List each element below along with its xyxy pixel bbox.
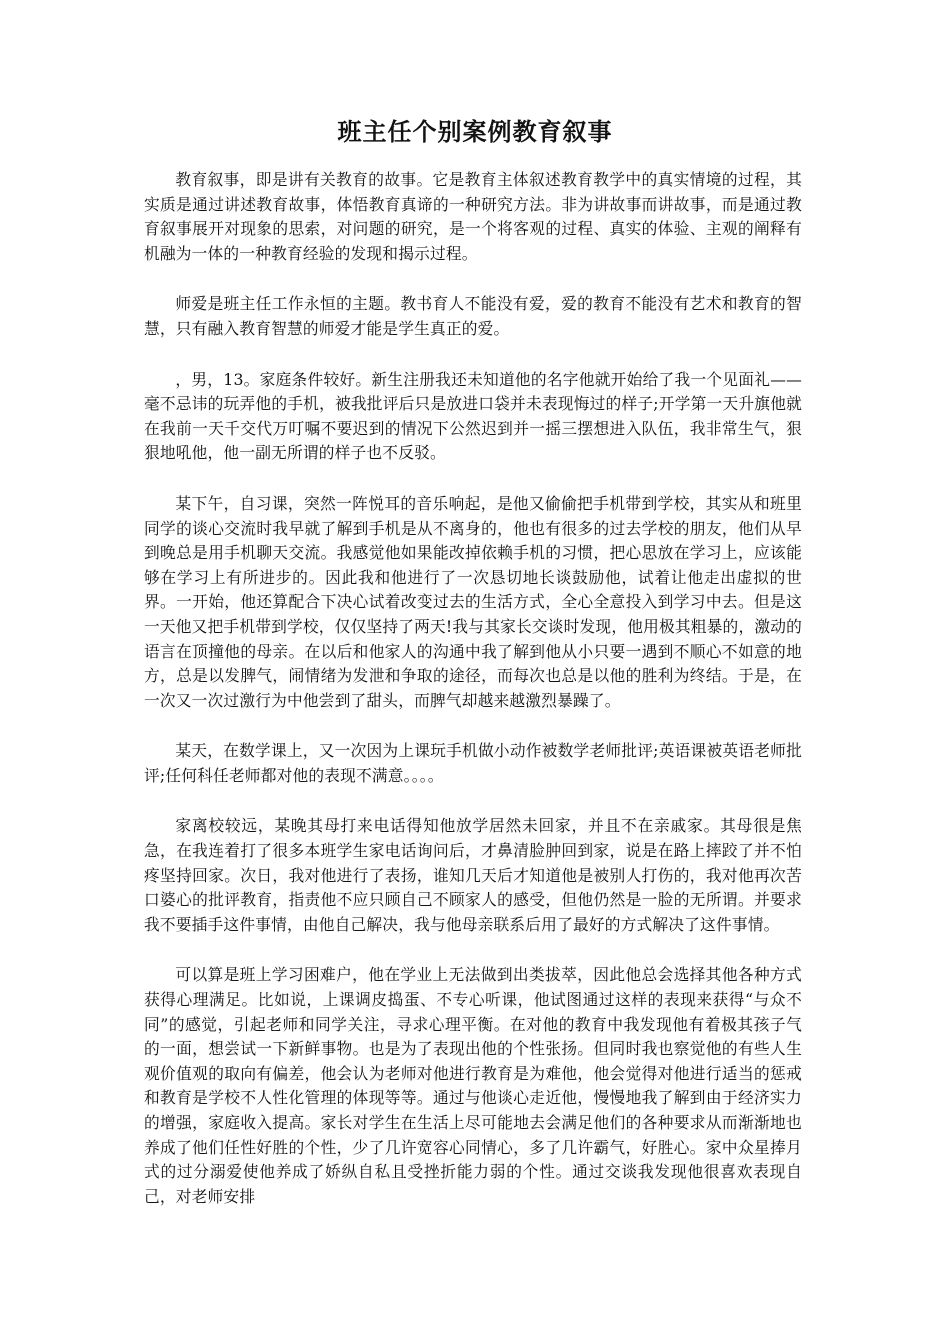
paragraph-teacher-love: 师爱是班主任工作永恒的主题。教书育人不能没有爱，爱的教育不能没有艺术和教育的智慧，只有融入教育智慧的师爱才能是学生真正的爱。 <box>144 294 802 338</box>
document-body <box>144 168 802 1235</box>
page-title: 班主任个别案例教育叙事 <box>337 118 613 146</box>
paragraph-analysis: 可以算是班上学习困难户，他在学业上无法做到出类拔萃，因此他总会选择其他各种方式获得心理满足。比如说，上课调皮捣蛋、不专心听课，他试图通过这样的表现来获得“与众不同”的感觉，引起老师和同学关注，寻求心理平衡。在对他的教育中我发现他有着极其孩子气的一面，想尝试一下新鲜事物。也是为了表现出他的个性张扬。但同时我也察觉他的有些人生观价值观的取向有偏差，他会认为老师对他进行教育是为难他，他会觉得对他进行适当的惩戒和教育是学校不人性化管理的体现等等。通过与他谈心走近他，慢慢地我了解到由于经济实力的增强，家庭收入提高。家长对学生在生活上尽可能地去会满足他们的各种要求从而渐渐地也养成了他们任性好胜的个性，少了几许宽容心同情心，多了几许霸气，好胜心。家中众星捧月式的过分溺爱使他养成了娇纵自私且受挫折能力弱的个性。通过交谈我发现他很喜欢表现自己，对老师安排 <box>144 965 802 1206</box>
paragraph-student-profile: ，男，13。家庭条件较好。新生注册我还未知道他的名字他就开始给了我一个见面礼——毫不忌讳的玩弄他的手机，被我批评后只是放进口袋并未表现悔过的样子;开学第一天升旗他就在我前一天千交代万叮嘱不要迟到的情况下公然迟到并一摇三摆想进入队伍，我非常生气，狠狠地吼他，他一副无所谓的样子也不反驳。 <box>144 369 802 463</box>
paragraph-intro: 教育叙事，即是讲有关教育的故事。它是教育主体叙述教育教学中的真实情境的过程，其实质是通过讲述教育故事，体悟教育真谛的一种研究方法。非为讲故事而讲故事，而是通过教育叙事展开对现象的思索，对问题的研究，是一个将客观的过程、真实的体验、主观的阐释有机融为一体的一种教育经验的发现和揭示过程。 <box>144 170 802 263</box>
paragraph-family-incident: 家离校较远，某晚其母打来电话得知他放学居然未回家，并且不在亲戚家。其母很是焦急，在我连着打了很多本班学生家电话询问后，才鼻清脸肿回到家，说是在路上摔跤了并不怕疼坚持回家。次日，我对他进行了表扬，谁知几天后才知道他是被别人打伤的，我对他再次苦口婆心的批评教育，指责他不应只顾自己不顾家人的感受，但他仍然是一脸的无所谓。并要求我不要插手这件事情，由他自己解决，我与他母亲联系后用了最好的方式解决了这件事情。 <box>144 816 802 934</box>
paragraph-math-class: 某天，在数学课上，又一次因为上课玩手机做小动作被数学老师批评;英语课被英语老师批评;任何科任老师都对他的表现不满意。。。。 <box>144 741 802 785</box>
paragraph-phone-incident: 某下午，自习课，突然一阵悦耳的音乐响起，是他又偷偷把手机带到学校，其实从和班里同学的谈心交流时我早就了解到手机是从不离身的，他也有很多的过去学校的朋友，他们从早到晚总是用手机聊天交流。我感觉他如果能改掉依赖手机的习惯，把心思放在学习上，应该能够在学习上有所进步的。因此我和他进行了一次恳切地长谈鼓励他，试着让他走出虚拟的世界。一开始，他还算配合下决心试着改变过去的生活方式，全心全意投入到学习中去。但是这一天他又把手机带到学校，仅仅坚持了两天!我与其家长交谈时发现，他用极其粗暴的，激动的语言在顶撞他的母亲。在以后和他家人的沟通中我了解到他从小只要一遇到不顺心不如意的地方，总是以发脾气，闹情绪为发泄和争取的途径，而每次也总是以他的胜利为终结。于是，在一次又一次过激行为中他尝到了甜头，而脾气却越来越激烈暴躁了。 <box>144 493 802 710</box>
